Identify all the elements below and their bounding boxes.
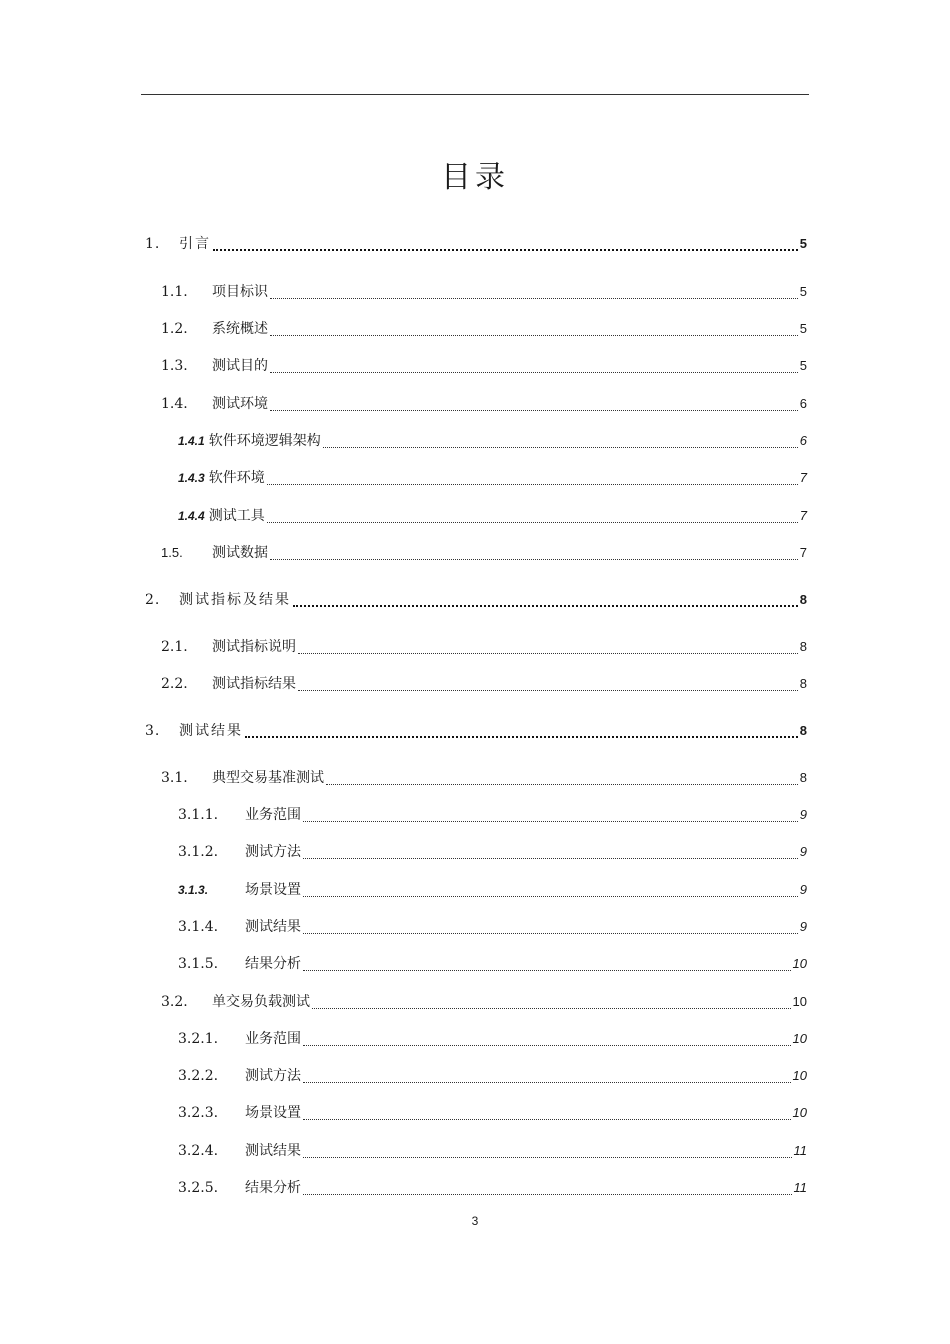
toc-entry-number: 1.1. (161, 284, 188, 300)
toc-entry[interactable] (178, 505, 807, 527)
toc-entry-page: 5 (799, 236, 807, 251)
toc-entry[interactable] (178, 916, 807, 938)
dot-leader (323, 447, 798, 448)
toc-entry-title: 测试结果 (245, 1143, 301, 1159)
toc-entry-number: 1.4.3 (178, 471, 205, 485)
toc-entry-number: 1.2. (161, 321, 188, 337)
toc-entry-page: 6 (799, 396, 807, 411)
toc-entry-title: 测试指标说明 (212, 639, 296, 655)
dot-leader (303, 821, 798, 822)
toc-entry[interactable] (178, 953, 807, 975)
dot-leader (303, 1157, 792, 1158)
dot-leader (303, 858, 798, 859)
toc-entry-title: 测试目的 (212, 358, 268, 374)
toc-entry[interactable] (145, 233, 807, 255)
toc-entry-title: 业务范围 (245, 807, 301, 823)
toc-entry-page: 10 (792, 1105, 807, 1120)
toc-entry[interactable] (178, 430, 807, 452)
toc-entry-page: 7 (799, 470, 807, 485)
dot-leader (303, 933, 798, 934)
toc-entry-page: 10 (792, 1031, 807, 1046)
toc-entry-title: 测试指标结果 (212, 676, 296, 692)
toc-entry-title: 典型交易基准测试 (212, 770, 324, 786)
toc-entry-number: 3.1.4. (178, 919, 219, 935)
toc-entry-page: 8 (799, 676, 807, 691)
toc-entry-title: 系统概述 (212, 321, 268, 337)
dot-leader (270, 559, 798, 560)
toc-entry-title: 软件环境 (208, 470, 265, 486)
toc-entry-title: 测试工具 (208, 508, 265, 524)
dot-leader (267, 522, 798, 523)
toc-entry-number: 3.2. (161, 994, 188, 1010)
toc-entry[interactable] (161, 767, 807, 789)
toc-entry-title: 测试方法 (245, 1068, 301, 1084)
toc-entry-title: 结果分析 (245, 956, 301, 972)
dot-leader (270, 335, 798, 336)
toc-entry-number: 3.1.3. (178, 883, 209, 897)
dot-leader (270, 410, 798, 411)
toc-entry-number: 3. (145, 723, 161, 739)
toc-entry[interactable] (161, 318, 807, 340)
toc-entry-page: 9 (799, 844, 807, 859)
toc-entry-number: 2. (145, 592, 161, 608)
toc-entry[interactable] (178, 879, 807, 901)
toc-entry-title: 测试数据 (212, 545, 268, 561)
toc-entry-number: 1.4.4 (178, 509, 205, 523)
toc-entry[interactable] (178, 1065, 807, 1087)
toc-entry[interactable] (161, 355, 807, 377)
dot-leader (303, 896, 798, 897)
toc-heading: 目录 (441, 160, 509, 195)
dot-leader (303, 1119, 791, 1120)
toc-entry-page: 11 (793, 1143, 807, 1158)
toc-entry-page: 5 (799, 284, 807, 299)
toc-entry[interactable] (161, 636, 807, 658)
toc-entry-number: 1.5. (161, 545, 183, 560)
toc-entry-title: 测试环境 (212, 396, 268, 412)
toc-entry-title: 场景设置 (245, 1105, 301, 1121)
dot-leader (326, 784, 798, 785)
toc-entry[interactable] (161, 673, 807, 695)
toc-entry-title: 测试结果 (179, 723, 243, 739)
toc-entry-page: 5 (799, 358, 807, 373)
toc-entry-number: 3.1.5. (178, 956, 219, 972)
toc-entry-page: 9 (799, 882, 807, 897)
toc-entry-page: 7 (799, 545, 807, 560)
dot-leader (245, 736, 798, 738)
toc-entry-page: 8 (799, 770, 807, 785)
toc-entry-number: 1.4. (161, 396, 188, 412)
toc-entry-number: 2.2. (161, 676, 188, 692)
toc-entry-title: 测试方法 (245, 844, 301, 860)
dot-leader (303, 970, 791, 971)
toc-entry-number: 3.1. (161, 770, 188, 786)
dot-leader (298, 690, 798, 691)
toc-entry-title: 测试指标及结果 (179, 592, 291, 608)
toc-entry-page: 9 (799, 919, 807, 934)
toc-entry[interactable] (178, 1102, 807, 1124)
toc-entry-page: 11 (793, 1180, 807, 1195)
toc-entry[interactable] (161, 542, 807, 564)
toc-entry[interactable] (145, 589, 807, 611)
toc-entry[interactable] (161, 991, 807, 1013)
toc-entry-page: 8 (799, 592, 807, 607)
dot-leader (303, 1194, 792, 1195)
toc-entry-number: 3.1.1. (178, 807, 219, 823)
dot-leader (312, 1008, 791, 1009)
toc-entry-title: 结果分析 (245, 1180, 301, 1196)
toc-entry[interactable] (178, 1140, 807, 1162)
toc-entry-number: 3.2.1. (178, 1031, 219, 1047)
toc-entry[interactable] (178, 804, 807, 826)
toc-entry[interactable] (178, 1177, 807, 1199)
toc-entry-number: 3.1.2. (178, 844, 219, 860)
dot-leader (303, 1082, 791, 1083)
toc-entry-page: 6 (799, 433, 807, 448)
toc-entry-number: 1.4.1 (178, 434, 205, 448)
dot-leader (303, 1045, 791, 1046)
toc-entry-number: 3.2.5. (178, 1180, 219, 1196)
toc-entry-title: 业务范围 (245, 1031, 301, 1047)
toc-entry-page: 8 (799, 723, 807, 738)
toc-entry-title: 单交易负载测试 (212, 994, 310, 1010)
toc-entry-number: 2.1. (161, 639, 188, 655)
dot-leader (298, 653, 798, 654)
page-number: 3 (471, 1214, 479, 1228)
toc-entry-number: 1. (145, 236, 161, 252)
toc-entry-title: 场景设置 (245, 882, 301, 898)
dot-leader (270, 298, 798, 299)
toc-entry[interactable] (161, 281, 807, 303)
toc-entry-title: 测试结果 (245, 919, 301, 935)
toc-entry-number: 3.2.2. (178, 1068, 219, 1084)
toc-entry-number: 3.2.3. (178, 1105, 219, 1121)
toc-entry-page: 10 (792, 1068, 807, 1083)
dot-leader (270, 372, 798, 373)
toc-entry-title: 项目标识 (212, 284, 268, 300)
toc-entry-page: 10 (792, 956, 807, 971)
dot-leader (293, 605, 798, 607)
toc-entry[interactable] (178, 467, 807, 489)
toc-entry-page: 9 (799, 807, 807, 822)
toc-entry-page: 8 (799, 639, 807, 654)
dot-leader (213, 249, 798, 251)
dot-leader (267, 484, 798, 485)
toc-entry[interactable] (178, 1028, 807, 1050)
toc-entry-page: 10 (792, 994, 807, 1009)
toc-entry-page: 7 (799, 508, 807, 523)
toc-entry-title: 引言 (179, 236, 211, 252)
toc-entry-page: 5 (799, 321, 807, 336)
toc-entry[interactable] (145, 720, 807, 742)
toc-entry-number: 3.2.4. (178, 1143, 219, 1159)
toc-entry-number: 1.3. (161, 358, 188, 374)
toc-entry[interactable] (178, 841, 807, 863)
toc-entry-title: 软件环境逻辑架构 (208, 433, 321, 449)
header-rule (141, 94, 809, 95)
toc-entry[interactable] (161, 393, 807, 415)
